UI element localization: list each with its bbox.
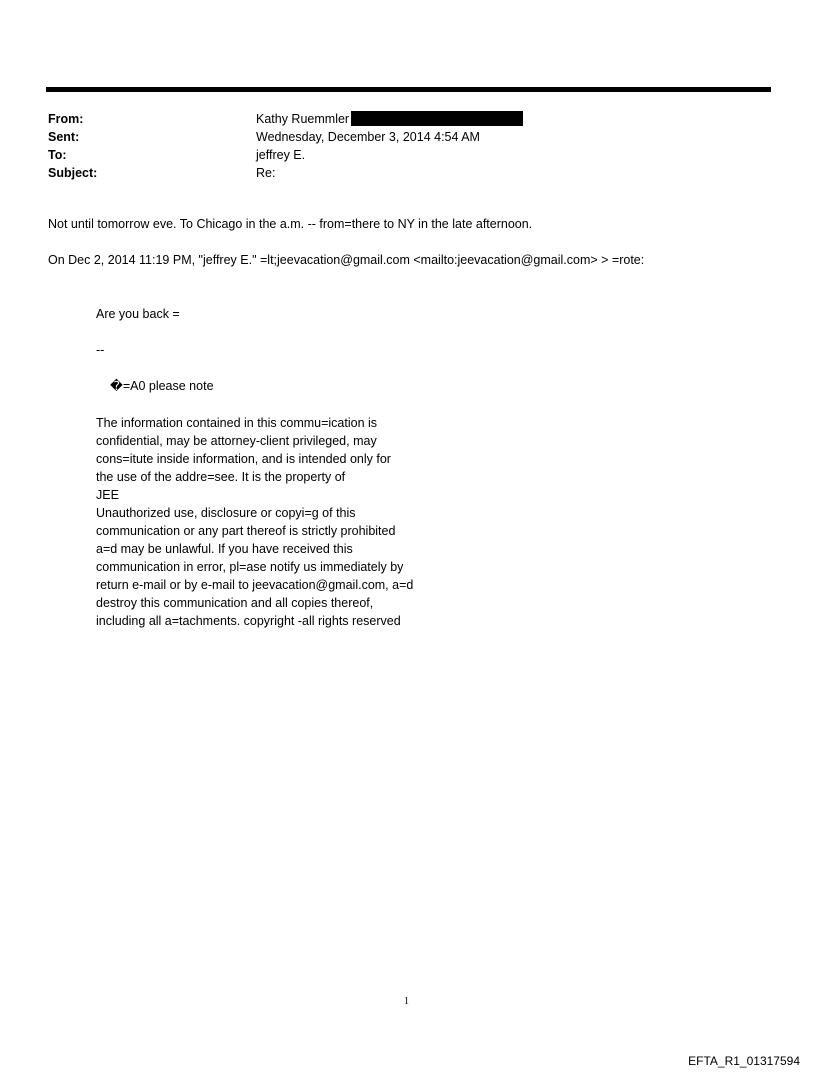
quoted-separator: -- (96, 343, 105, 357)
to-label: To: (48, 148, 67, 162)
disclaimer-line: confidential, may be attorney-client privileged, may (96, 434, 377, 448)
disclaimer (96, 414, 413, 630)
subject-row (48, 164, 523, 182)
to-row (48, 146, 523, 164)
from-value (256, 110, 523, 128)
to-value: jeffrey E. (256, 148, 306, 162)
reply-text: Not until tomorrow eve. To Chicago in the a.m. -- from=there to NY in the late afternoon. (48, 217, 533, 231)
sent-label: Sent: (48, 130, 80, 144)
header-divider (46, 87, 771, 92)
sent-value: Wednesday, December 3, 2014 4:54 AM (256, 130, 480, 144)
quoted-question: Are you back = (96, 307, 180, 321)
redaction-box (351, 111, 523, 126)
subject-label: Subject: (48, 166, 98, 180)
sender-name: Kathy Ruemmler (256, 112, 350, 126)
sent-row (48, 128, 523, 146)
disclaimer-line: a=d may be unlawful. If you have received this (96, 542, 353, 556)
email-header (48, 110, 523, 182)
disclaimer-line: the use of the addre=see. It is the property of (96, 470, 346, 484)
disclaimer-line: destroy this communication and all copies thereof, (96, 596, 374, 610)
disclaimer-line: Unauthorized use, disclosure or copyi=g of this (96, 506, 356, 520)
quoted-note: �=A0 please note (110, 379, 214, 393)
quote-intro: On Dec 2, 2014 11:19 PM, "jeffrey E." =lt;jeevacation@gmail.com <mailto:jeevacation@gmail.com> > =rote: (48, 253, 645, 267)
disclaimer-line: return e-mail or by e-mail to jeevacation@gmail.com, a=d (96, 578, 414, 592)
disclaimer-line: The information contained in this commu=ication is (96, 416, 378, 430)
disclaimer-line: communication in error, pl=ase notify us immediately by (96, 560, 404, 574)
disclaimer-line: JEE (96, 488, 119, 502)
from-label: From: (48, 112, 84, 126)
subject-value: Re: (256, 166, 276, 180)
disclaimer-line: communication or any part thereof is strictly prohibited (96, 524, 396, 538)
disclaimer-line: including all a=tachments. copyright -all rights reserved (96, 614, 401, 628)
bates-number: EFTA_R1_01317594 (688, 1054, 800, 1068)
page-number: 1 (404, 996, 409, 1007)
from-row (48, 110, 523, 128)
disclaimer-line: cons=itute inside information, and is intended only for (96, 452, 391, 466)
